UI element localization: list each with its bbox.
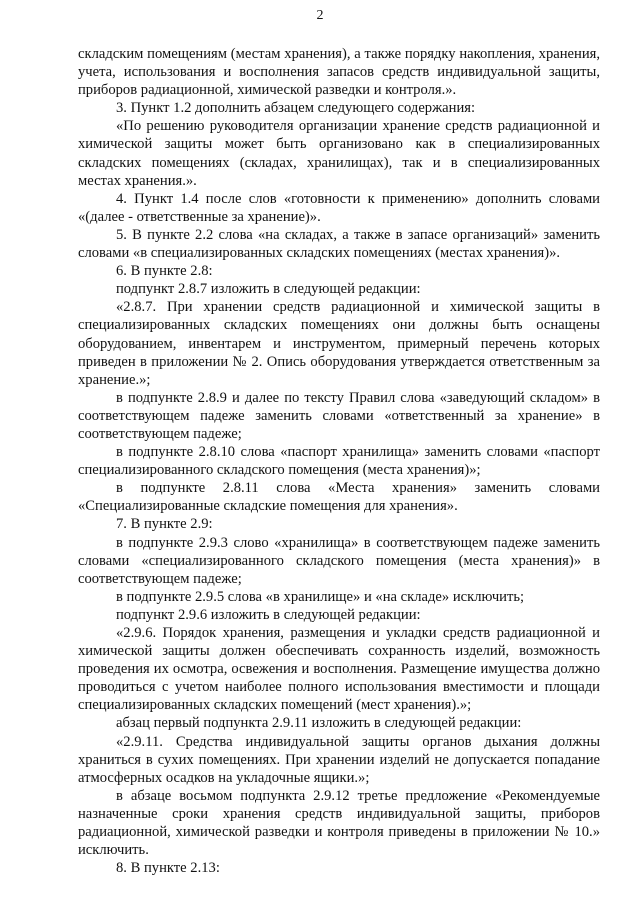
paragraph-2-8-10: в подпункте 2.8.10 слова «паспорт хранилища» заменить словами «паспорт специализированного складского помещения (места хранения)»; [78, 444, 600, 479]
paragraph-item-5: 5. В пункте 2.2 слова «на складах, а также в запасе организаций» заменить словами «в специализированных складских помещениях (местах хранения)». [78, 226, 600, 262]
paragraph-2-8-7-text: «2.8.7. При хранении средств радиационной и химической защиты в специализированных складских помещениях они должны быть оснащены оборудованием, инвентарем и инструментом, примерный перечень которых приведен в приложении № 2. Опись оборудования утверждается ответственным за хранение.»; [78, 299, 600, 388]
paragraph-2-8-7-intro: подпункт 2.8.7 изложить в следующей редакции: [116, 281, 421, 298]
paragraph-item-7: 7. В пункте 2.9: [116, 516, 213, 533]
document-body [78, 45, 600, 877]
paragraph-item-6: 6. В пункте 2.8: [116, 263, 213, 280]
paragraph-2-8-9: в подпункте 2.8.9 и далее по тексту Правил слова «заведующий складом» в соответствующем падеже заменить словами «ответственный за хранение» в соответствующем падеже; [78, 389, 600, 442]
paragraph-2-9-11-intro: абзац первый подпункта 2.9.11 изложить в следующей редакции: [116, 715, 522, 732]
paragraph-2-9-11-text: «2.9.11. Средства индивидуальной защиты органов дыхания должны храниться в сухих помещениях. При хранении изделий не допускается попадание атмосферных осадков на укладочные ящики.»; [78, 733, 600, 786]
paragraph-2-9-6-intro: подпункт 2.9.6 изложить в следующей редакции: [116, 606, 421, 623]
paragraph-2-9-3: в подпункте 2.9.3 слово «хранилища» в соответствующем падеже заменить словами «специализированного складского помещения (места хранения)» в соответствующем падеже; [78, 534, 600, 587]
page-number: 2 [316, 8, 324, 23]
paragraph-2-9-12: в абзаце восьмом подпункта 2.9.12 третье предложение «Рекомендуемые назначенные сроки хранения средств индивидуальной защиты, приборов радиационной, химической разведки и контроля приведены в приложении № 10.» исключить. [78, 787, 600, 859]
paragraph-item-8: 8. В пункте 2.13: [116, 860, 220, 877]
paragraph-2-8-11: в подпункте 2.8.11 слова «Места хранения» заменить словами «Специализированные складские помещения для хранения». [78, 480, 600, 515]
paragraph-quote-1-2: «По решению руководителя организации хранение средств радиационной и химической защиты может быть организовано как в специализированных складских помещениях (складах, хранилищах), так и в специализированных местах хранения.». [78, 118, 600, 189]
paragraph-continuation: складским помещениям (местам хранения), а также порядку накопления, хранения, учета, использования и восполнения запасов средств индивидуальной защиты, приборов радиационной, химической разведки и контроля.». [78, 46, 600, 99]
paragraph-2-9-6-text: «2.9.6. Порядок хранения, размещения и укладки средств радиационной и химической защиты должен обеспечивать сохранность изделий, возможность проведения их осмотра, освежения и восполнения. Размещение имущества должно проводиться с учетом наиболее полного использования вместимости и площади специализированных складских помещений (мест хранения).»; [78, 625, 600, 714]
paragraph-item-4: 4. Пункт 1.4 после слов «готовности к применению» дополнить словами «(далее - ответственные за хранение)». [78, 190, 600, 225]
paragraph-item-3: 3. Пункт 1.2 дополнить абзацем следующего содержания: [116, 100, 476, 117]
paragraph-2-9-5: в подпункте 2.9.5 слова «в хранилище» и «на складе» исключить; [116, 588, 525, 605]
